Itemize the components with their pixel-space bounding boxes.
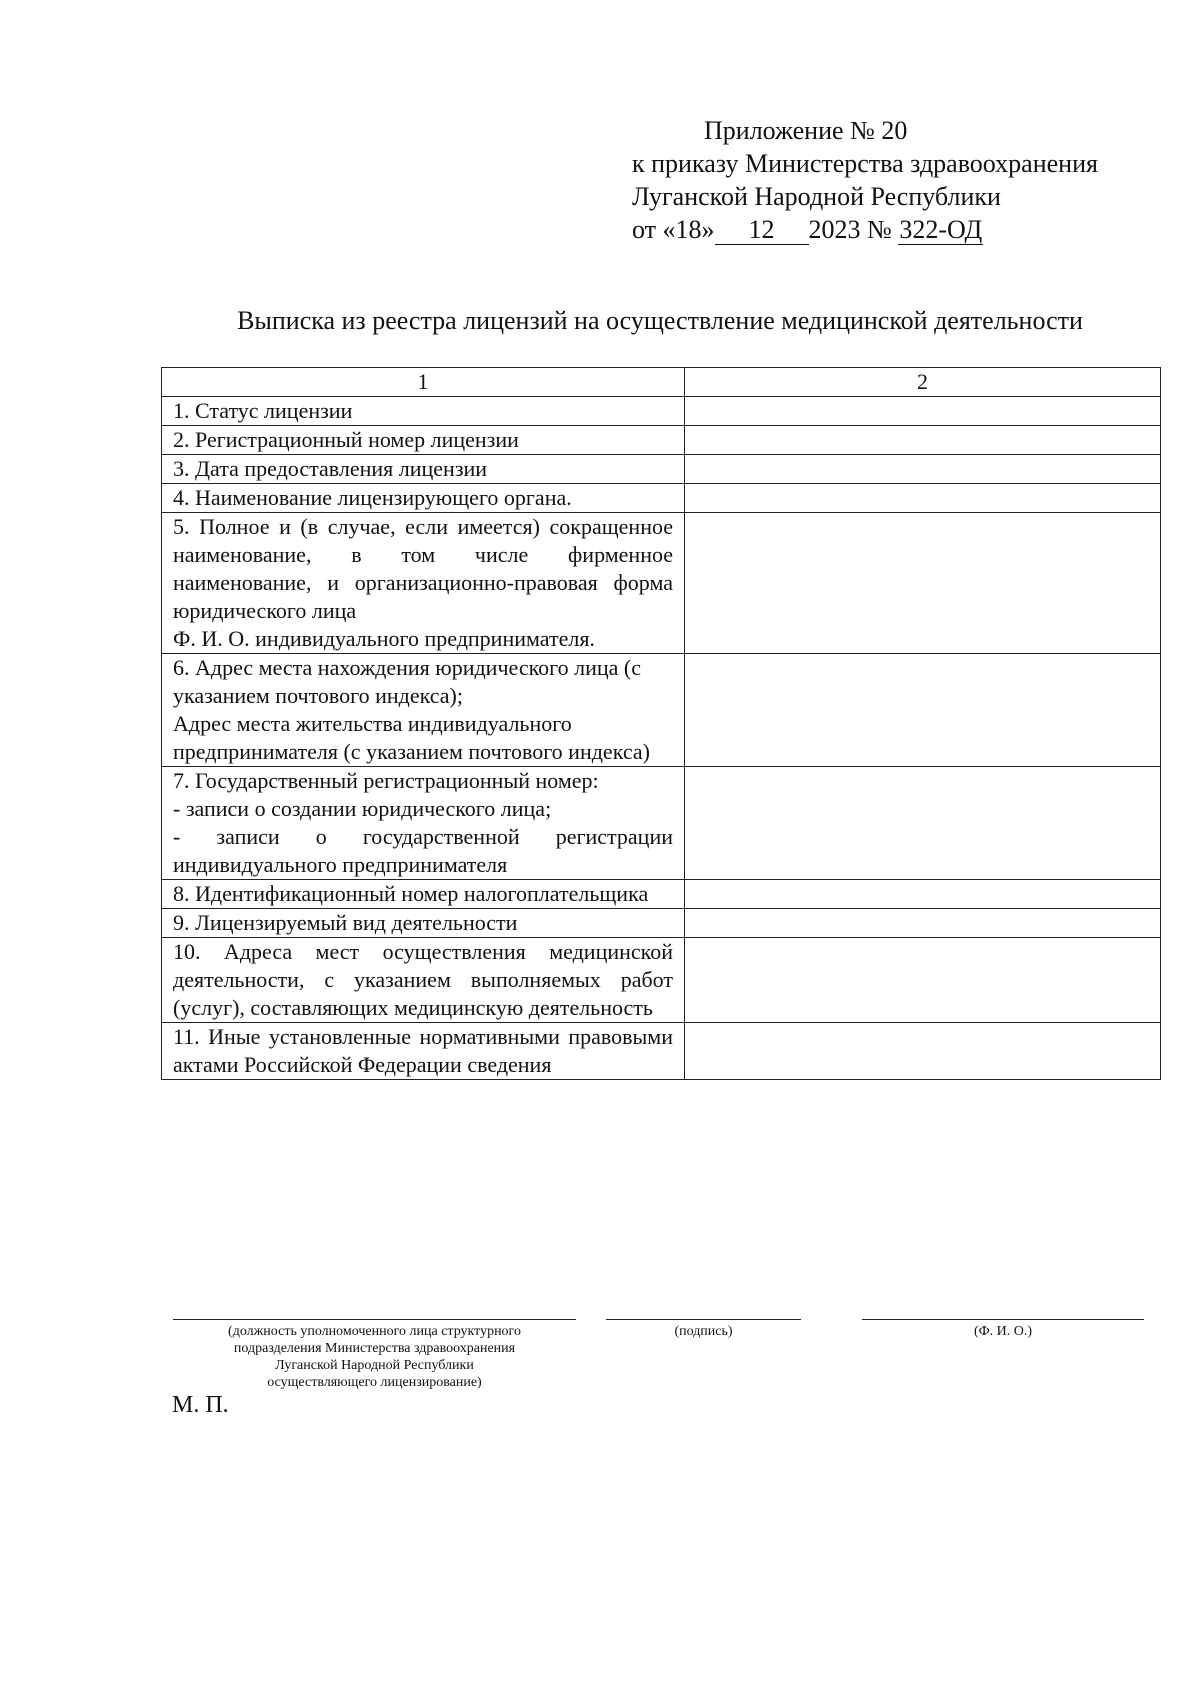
table-row: [162, 1023, 1161, 1080]
republic-name: Луганской Народной Республики: [632, 182, 1001, 211]
document-title: Выписка из реестра лицензий на осуществление медицинской деятельности: [237, 306, 1083, 335]
order-number: 322-ОД: [899, 215, 983, 244]
row-value: [685, 880, 1161, 909]
table-row: [162, 455, 1161, 484]
table-row: [162, 938, 1161, 1023]
row-value: [685, 909, 1161, 938]
row-value: [685, 455, 1161, 484]
table-row: [162, 484, 1161, 513]
table-row: [162, 513, 1161, 654]
row-value: [685, 654, 1161, 767]
row-label-registration-number: 2. Регистрационный номер лицензии: [162, 426, 685, 455]
appendix-number: Приложение № 20: [704, 116, 908, 145]
signature-caption: (подпись): [674, 1324, 733, 1339]
row-label-license-status: 1. Статус лицензии: [162, 397, 685, 426]
row-value: [685, 397, 1161, 426]
row-value: [685, 484, 1161, 513]
row-value: [685, 426, 1161, 455]
column-header-2: 2: [685, 368, 1161, 397]
row-value: [685, 938, 1161, 1023]
order-year: 2023 №: [808, 215, 899, 244]
order-reference: к приказу Министерства здравоохранения: [632, 149, 1098, 178]
row-label-activity-addresses: 10. Адреса мест осуществления медицинской деятельности, с указанием выполняемых работ (услуг), составляющих медицинскую деятельность: [162, 938, 685, 1023]
order-day: 18: [675, 215, 702, 244]
row-label-state-registration-number: 7. Государственный регистрационный номер: - записи о создании юридического лица; - записи о государственной регистрации индивидуального предпринимателя: [162, 767, 685, 880]
row-value: [685, 767, 1161, 880]
table-row: [162, 426, 1161, 455]
table-row: [162, 654, 1161, 767]
column-header-1: 1: [162, 368, 685, 397]
row-label-taxpayer-id: 8. Идентификационный номер налогоплательщика: [162, 880, 685, 909]
table-row: [162, 767, 1161, 880]
full-name-line: [862, 1319, 1144, 1320]
row-value: [685, 513, 1161, 654]
table-row: [162, 880, 1161, 909]
position-caption: (должность уполномоченного лица структурного подразделения Министерства здравоохранения Луганской Народной Республики осуществляющего лицензирование): [228, 1324, 521, 1390]
order-month: 12: [715, 216, 809, 245]
row-label-address: 6. Адрес места нахождения юридического лица (с указанием почтового индекса); Адрес места жительства индивидуального предпринимателя (с указанием почтового индекса): [162, 654, 685, 767]
table-row: [162, 909, 1161, 938]
order-date-line: от «18» 12 2023 № 322-ОД: [632, 215, 983, 244]
seal-placeholder: М. П.: [172, 1392, 229, 1418]
row-label-licensed-activity: 9. Лицензируемый вид деятельности: [162, 909, 685, 938]
appendix-header: [632, 114, 1098, 246]
position-signature-line: [173, 1319, 576, 1320]
row-label-licensing-authority: 4. Наименование лицензирующего органа.: [162, 484, 685, 513]
license-registry-table: [161, 367, 1161, 1080]
row-value: [685, 1023, 1161, 1080]
row-label-issue-date: 3. Дата предоставления лицензии: [162, 455, 685, 484]
row-label-entity-name: 5. Полное и (в случае, если имеется) сокращенное наименование, в том числе фирменное наименование, и организационно-правовая форма юридического лица Ф. И. О. индивидуального предпринимателя.: [162, 513, 685, 654]
table-header-row: [162, 368, 1161, 397]
full-name-caption: (Ф. И. О.): [973, 1324, 1033, 1339]
row-label-other-information: 11. Иные установленные нормативными правовыми актами Российской Федерации сведения: [162, 1023, 685, 1080]
table-row: [162, 397, 1161, 426]
signature-line: [606, 1319, 801, 1320]
